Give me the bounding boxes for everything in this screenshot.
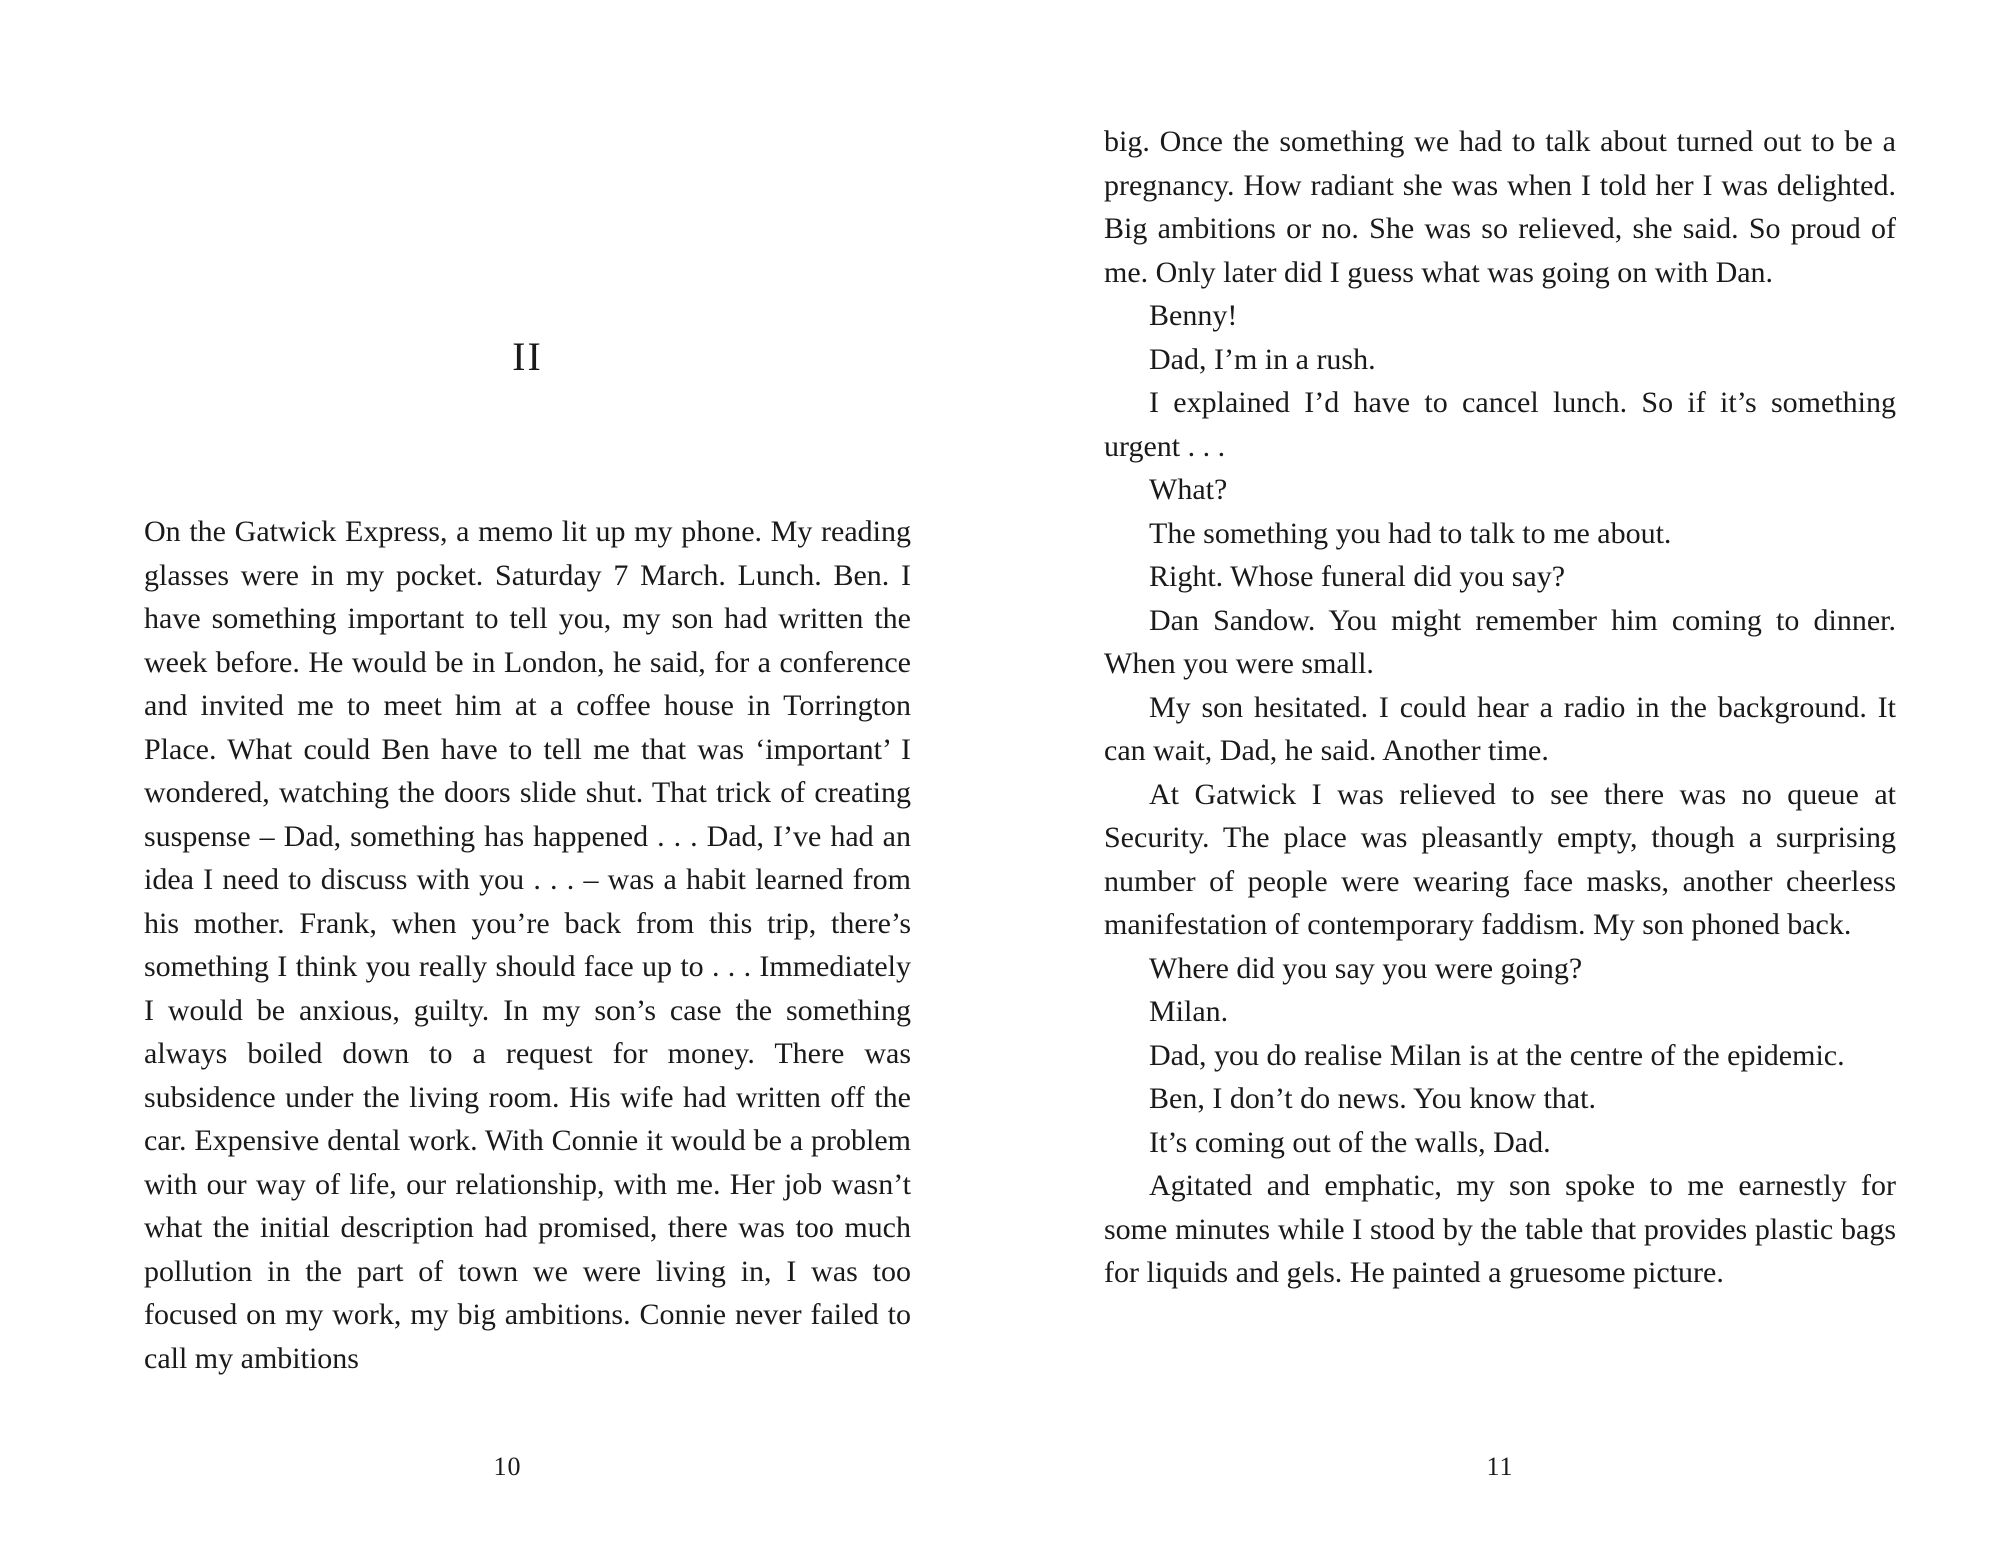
paragraph: Milan. (1149, 995, 1229, 1028)
page-number-left: 10 (493, 1452, 522, 1481)
paragraph: At Gatwick I was relieved to see there was no queue at Security. The place was pleasantly empty, though a surprising number of people were wearing face masks, another cheerless manifestation of contemporary faddism. My son phoned back. (1104, 777, 1896, 941)
paragraph: Dad, I’m in a rush. (1149, 342, 1376, 376)
chapter-heading: II (512, 334, 543, 379)
left-page (144, 0, 911, 1563)
paragraph: It’s coming out of the walls, Dad. (1149, 1125, 1551, 1159)
paragraph: I explained I’d have to cancel lunch. So if it’s something urgent . . . (1104, 386, 1896, 463)
paragraph: On the Gatwick Express, a memo lit up my phone. My reading glasses were in my pocket. Saturday 7 March. Lunch. Ben. I have something important to tell you, my son had written the week before. He would be in London, he said, for a conference and invited me to meet him at a coffee house in Torrington Place. What could Ben have to tell me that was ‘important’ I wondered, watching the doors slide shut. That trick of creating suspense – Dad, something has happened . . . Dad, I’ve had an idea I need to discuss with you . . . – was a habit learned from his mother. Frank, when you’re back from this trip, there’s something I think you really should face up to . . . Immediately I would be anxious, guilty. In my son’s case the something always boiled down to a request for money. There was subsidence under the living room. His wife had written off the car. Expensive dental work. With Connie it would be a problem with our way of life, our relationship, with me. Her job wasn’t what the initial description had promised, there was too much pollution in the part of town we were living in, I was too focused on my work, my big ambitions. Connie never failed to call my ambitions (144, 515, 911, 1375)
left-page-text (144, 510, 911, 1380)
paragraph: What? (1149, 473, 1228, 506)
right-page-text (1104, 120, 1896, 1295)
paragraph: big. Once the something we had to talk about turned out to be a pregnancy. How radiant she was when I told her I was delighted. Big ambitions or no. She was so relieved, she said. So proud of me. Only later did I guess what was going on with Dan. (1104, 125, 1896, 289)
right-page (1104, 0, 1896, 1563)
page-number-right: 11 (1486, 1452, 1514, 1481)
paragraph: My son hesitated. I could hear a radio in the background. It can wait, Dad, he said. Another time. (1104, 690, 1896, 767)
paragraph: Agitated and emphatic, my son spoke to me earnestly for some minutes while I stood by the table that provides plastic bags for liquids and gels. He painted a gruesome picture. (1104, 1169, 1896, 1289)
paragraph: Right. Whose funeral did you say? (1149, 560, 1566, 593)
paragraph: Where did you say you were going? (1149, 951, 1583, 985)
paragraph: Dad, you do realise Milan is at the centre of the epidemic. (1149, 1038, 1845, 1072)
paragraph: Dan Sandow. You might remember him coming to dinner. When you were small. (1104, 603, 1896, 680)
paragraph: Benny! (1149, 299, 1238, 332)
paragraph: Ben, I don’t do news. You know that. (1149, 1082, 1596, 1115)
paragraph: The something you had to talk to me about. (1149, 516, 1672, 550)
